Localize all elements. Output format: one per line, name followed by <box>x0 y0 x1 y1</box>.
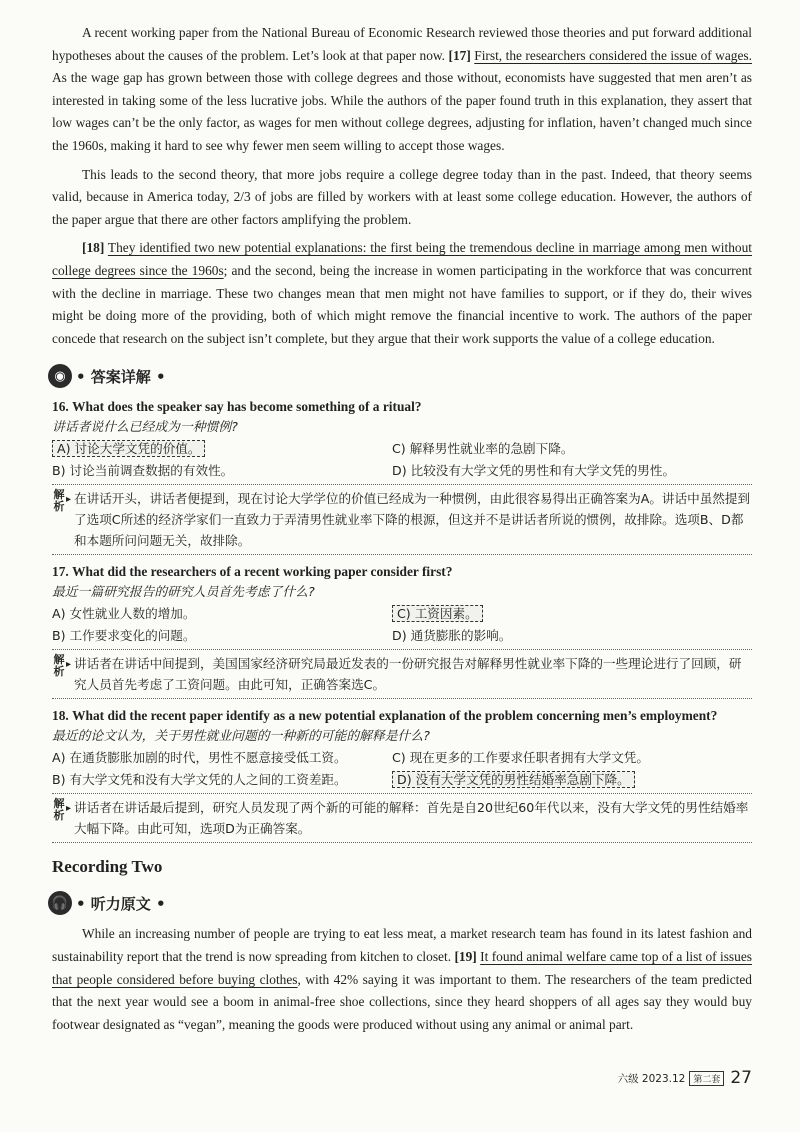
option-text: A) 女性就业人数的增加。 <box>52 606 196 622</box>
answer-explanation-header <box>48 362 752 390</box>
arrow-icon: ▸ <box>66 659 72 671</box>
question-list <box>52 396 752 843</box>
section-label: • 听力原文 • <box>76 894 166 913</box>
question-text-zh: 讲话者说什么已经成为一种惯例? <box>52 420 238 436</box>
option-item <box>392 747 732 769</box>
option-text: C) 现在更多的工作要求任职者拥有大学文凭。 <box>392 750 649 766</box>
passage-paragraph-3: [18] They identified two new potential explanations: the first being the tremendous decline in marriage among men without college degrees since the 1960s; and the second, being the increase in women participating in the workforce that was concurrent with the decline in marriage. These two changes mean that men might not have families to support, or if they do, their wives might be doing more of the providing, both of which might remove the financial incentive to work. The authors of the paper concede that research on the subject isn’t complete, but they argue that their work supports the value of a college education. <box>52 240 752 346</box>
underlined-key-sentence: It found animal welfare came top of a list of issues that people considered before buying clothes <box>52 948 752 987</box>
correct-answer-box: D) 没有大学文凭的男性结婚率急剧下降。 <box>392 771 635 788</box>
option-text: B) 工作要求变化的问题。 <box>52 628 196 644</box>
question-number: 17. <box>52 564 69 580</box>
option-item <box>392 460 732 482</box>
passage-paragraph-1: A recent working paper from the National Bureau of Economic Research reviewed those theories and put forward additional hypotheses about the causes of the problem. Let’s look at that paper now. [17] First, the researchers considered the issue of wages. As the wage gap has grown between those with college degrees and those without, economists have suggested that men aren’t as interested in taking some of the less lucrative jobs. While the authors of the paper found truth in this explanation, they assert that low wages can’t be the only factor, as wages for men without college degrees, adjusting for inflation, haven’t changed much since the 1960s, making it hard to see why fewer men seem willing to accept those wages. <box>52 25 752 153</box>
explanation-text: 讲话者在讲话最后提到，研究人员发现了两个新的可能的解释：首先是自20世纪60年代以来，没有大学文凭的男性结婚率大幅下降。由此可知，选项D为正确答案。 <box>74 800 749 837</box>
question-number: 16. <box>52 399 69 415</box>
question-text-zh: 最近一篇研究报告的研究人员首先考虑了什么? <box>52 585 315 601</box>
option-item <box>392 603 732 625</box>
option-item <box>52 769 392 791</box>
headphones-icon: 🎧 <box>48 891 72 915</box>
question-text-en: What did the researchers of a recent working paper consider first? <box>72 564 453 580</box>
question-block <box>52 561 752 699</box>
arrow-icon: ▸ <box>66 494 72 506</box>
question-marker-17: [17] <box>448 47 471 63</box>
recording-title: Recording Two <box>52 857 163 877</box>
option-item <box>52 747 392 769</box>
options-grid <box>52 603 752 647</box>
option-item <box>52 625 392 647</box>
correct-answer-box: A) 讨论大学文凭的价值。 <box>52 440 205 457</box>
passage-paragraph-2: This leads to the second theory, that more jobs require a college degree today than in the past. Indeed, that theory seems valid, because in America today, 2/3 of jobs are filled by workers with at least some college education. However, the authors of the paper argue that there are other factors amplifying the problem. <box>52 166 752 227</box>
question-stem <box>52 396 752 417</box>
question-number: 18. <box>52 708 69 724</box>
question-block <box>52 396 752 555</box>
question-text-en: What did the recent paper identify as a new potential explanation of the problem concerning men’s employment? <box>72 708 718 724</box>
question-text-zh: 最近的论文认为，关于男性就业问题的一种新的可能的解释是什么? <box>52 729 430 745</box>
explanation <box>52 649 752 699</box>
question-block <box>52 705 752 843</box>
exam-level: 六级 2023.12 <box>617 1072 686 1085</box>
section-label: • 答案详解 • <box>76 367 166 386</box>
option-text: A) 在通货膨胀加剧的时代，男性不愿意接受低工资。 <box>52 750 347 766</box>
options-grid <box>52 438 752 482</box>
option-item <box>392 438 732 460</box>
options-grid <box>52 747 752 791</box>
question-text-en: What does the speaker say has become something of a ritual? <box>72 399 422 415</box>
option-item <box>52 460 392 482</box>
explanation <box>52 484 752 555</box>
transcript-header <box>48 889 752 917</box>
option-text: D) 通货膨胀的影响。 <box>392 628 512 644</box>
explanation-text: 在讲话开头，讲话者便提到，现在讨论大学学位的价值已经成为一种惯例，由此很容易得出正确答案为A。讲话中虽然提到了选项C所述的经济学家们一直致力于弄清男性就业率下降的根源，但这并不是讲话者所说的惯例，故排除。选项B、D都和本题所问问题无关，故排除。 <box>74 491 751 549</box>
option-text: C) 解释男性就业率的急剧下降。 <box>392 441 574 457</box>
lightbulb-icon: ◉ <box>48 364 72 388</box>
underlined-key-sentence: First, the researchers considered the issue of wages. <box>474 47 752 63</box>
question-stem <box>52 561 752 582</box>
explanation-tag: 解 析 <box>53 797 65 823</box>
option-item <box>52 603 392 625</box>
question-marker-19: [19] <box>454 948 477 964</box>
set-badge: 第二套 <box>689 1071 724 1086</box>
underlined-key-sentence: They identified two new potential explanations: the first being the tremendous decline in marriage among men without college degrees since the 1960s <box>52 240 752 278</box>
document-page <box>52 22 752 1042</box>
page-footer <box>618 1068 752 1088</box>
explanation-tag: 解 析 <box>53 653 65 679</box>
option-item <box>52 438 392 460</box>
explanation-tag: 解 析 <box>53 488 65 514</box>
explanation-text: 讲话者在讲话中间提到，美国国家经济研究局最近发表的一份研究报告对解释男性就业率下降的一些理论进行了回顾，研究人员首先考虑了工资问题。由此可知，正确答案选C。 <box>74 656 742 693</box>
arrow-icon: ▸ <box>66 803 72 815</box>
correct-answer-box: C) 工资因素。 <box>392 605 483 622</box>
question-stem <box>52 705 752 726</box>
transcript-paragraph: While an increasing number of people are trying to eat less meat, a market research team has found in its latest fashion and sustainability report that the trend is now spreading from kitchen to closet. [19] It found animal welfare came top of a list of issues that people considered before buying clothes, with 42% saying it was important to them. The researchers of the team predicted that the next year would see a boom in animal-free shoe collections, since they heard shoppers of all ages say they would buy footwear designated as “vegan”, meaning the goods were produced without using any animal or animal part. <box>52 926 752 1032</box>
option-text: B) 讨论当前调查数据的有效性。 <box>52 463 234 479</box>
option-item <box>392 769 732 791</box>
option-item <box>392 625 732 647</box>
page-number: 27 <box>730 1068 752 1088</box>
explanation <box>52 793 752 843</box>
option-text: D) 比较没有大学文凭的男性和有大学文凭的男性。 <box>392 463 676 479</box>
question-marker-18: [18] <box>82 240 105 256</box>
option-text: B) 有大学文凭和没有大学文凭的人之间的工资差距。 <box>52 772 347 788</box>
